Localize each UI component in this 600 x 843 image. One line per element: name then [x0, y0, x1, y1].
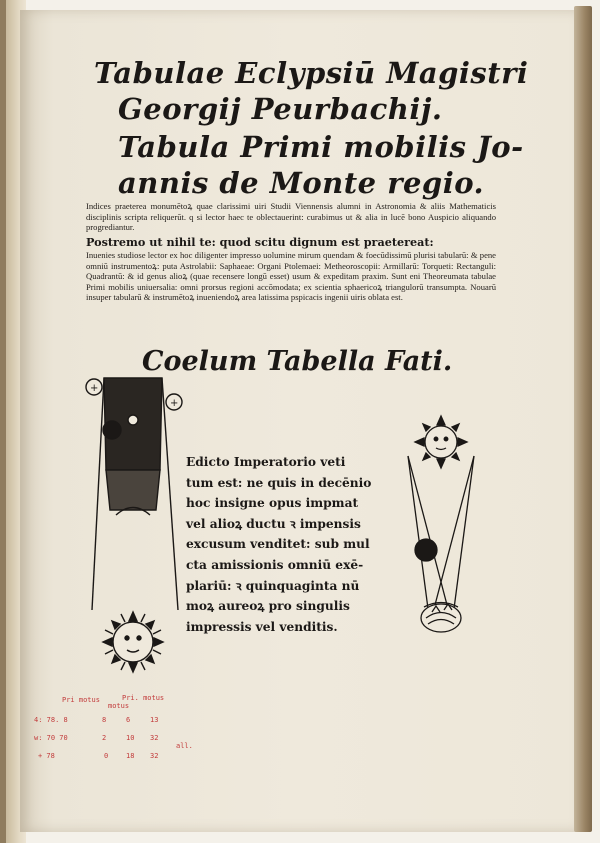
edict-line: impressis vel venditis. — [186, 619, 338, 634]
coelum-subtitle: Coelum Tabella Fati. — [142, 346, 453, 377]
ms-note: 18 — [126, 752, 135, 760]
book-cover-edge — [574, 6, 592, 832]
ms-note: Pri motus — [62, 696, 100, 704]
ms-note: 6 — [126, 716, 131, 724]
edict-line: cta amissionis omniū exē- — [186, 557, 364, 572]
sun-earth-woodcut — [396, 412, 486, 644]
postremo-heading: Postremo ut nihil te: quod scitu dignum est praetereat: — [86, 235, 434, 249]
indices-paragraph: Indices praeterea monumētoꝝ quae clarissimi uiri Studii Viennensis alumni in Astronomia & aliis Mathematicis disciplinis scripta reliquerūt. q si lector haec te oblectauerint: curabimus ut & alia in lucē bono Auspicio aliquando progrediantur. — [86, 201, 496, 233]
eclipse-cone-woodcut — [82, 360, 194, 690]
ms-note: 10 — [126, 734, 135, 742]
ms-note: 13 — [150, 716, 159, 724]
ms-note: 32 — [150, 752, 159, 760]
ms-note: 8 — [102, 716, 107, 724]
ms-note: all. — [176, 742, 193, 750]
inuenies-paragraph: Inuenies studiose lector ex hoc diligenter impresso uolumine mirum quendam & foecūdissimū plurisi tabularū: & pene omniū instrumentoꝝ: puta Astrolabii: Saphaeae: Organi Ptolemaei: Metheoroscopii: Armillarū: Torqueti: Rectanguli: Quadrantū: & id genus alioꝝ (quae recensere longū esset) usum & expeditam praxim. Sunt eni Theoreumata tabulae Primi mobilis uniuersalia: omni prorsus regioni accōmodata; ex scientia sphaericoꝝ triangulorū transumpta. Nouarū insuper tabularū & instrumētoꝝ inueniendoꝝ area latissima pspicacis ingenii uiris oblata est. — [86, 250, 496, 303]
edict-line: excusum venditet: sub mul — [186, 537, 370, 552]
edict-line: tum est: ne quis in decēnio — [186, 475, 372, 490]
title-line-4: annis de Monte regio. — [118, 166, 485, 200]
edict-line: vel alioꝝ ductu ꝛ impensis — [186, 516, 361, 531]
ms-note: 32 — [150, 734, 159, 742]
edict-line: Edicto Imperatorio veti — [186, 455, 346, 469]
edict-line: plariū: ꝛ quinquaginta nū — [186, 578, 360, 593]
imperial-edict-notice — [186, 452, 396, 637]
ms-note: w: 70 70 — [34, 734, 68, 742]
ms-note: 2 — [102, 734, 107, 742]
ms-note: Pri. motus — [122, 694, 165, 702]
ms-note: 0 — [104, 752, 109, 760]
svg-text:+: + — [90, 383, 99, 394]
title-line-2: Georgij Peurbachij. — [118, 92, 443, 126]
manuscript-annotations — [28, 692, 198, 762]
ms-note: + 78 — [38, 752, 55, 760]
ms-note: 4: 78. 8 — [34, 716, 68, 724]
edict-line: moꝝ aureoꝝ pro singulis — [186, 599, 350, 614]
edict-line: hoc insigne opus impmat — [186, 496, 359, 511]
ms-note: motus — [108, 702, 130, 710]
title-line-1: Tabulae Eclypsiū Magistri — [94, 56, 529, 90]
title-line-3: Tabula Primi mobilis Jo- — [118, 130, 524, 164]
svg-text:+: + — [170, 398, 179, 409]
